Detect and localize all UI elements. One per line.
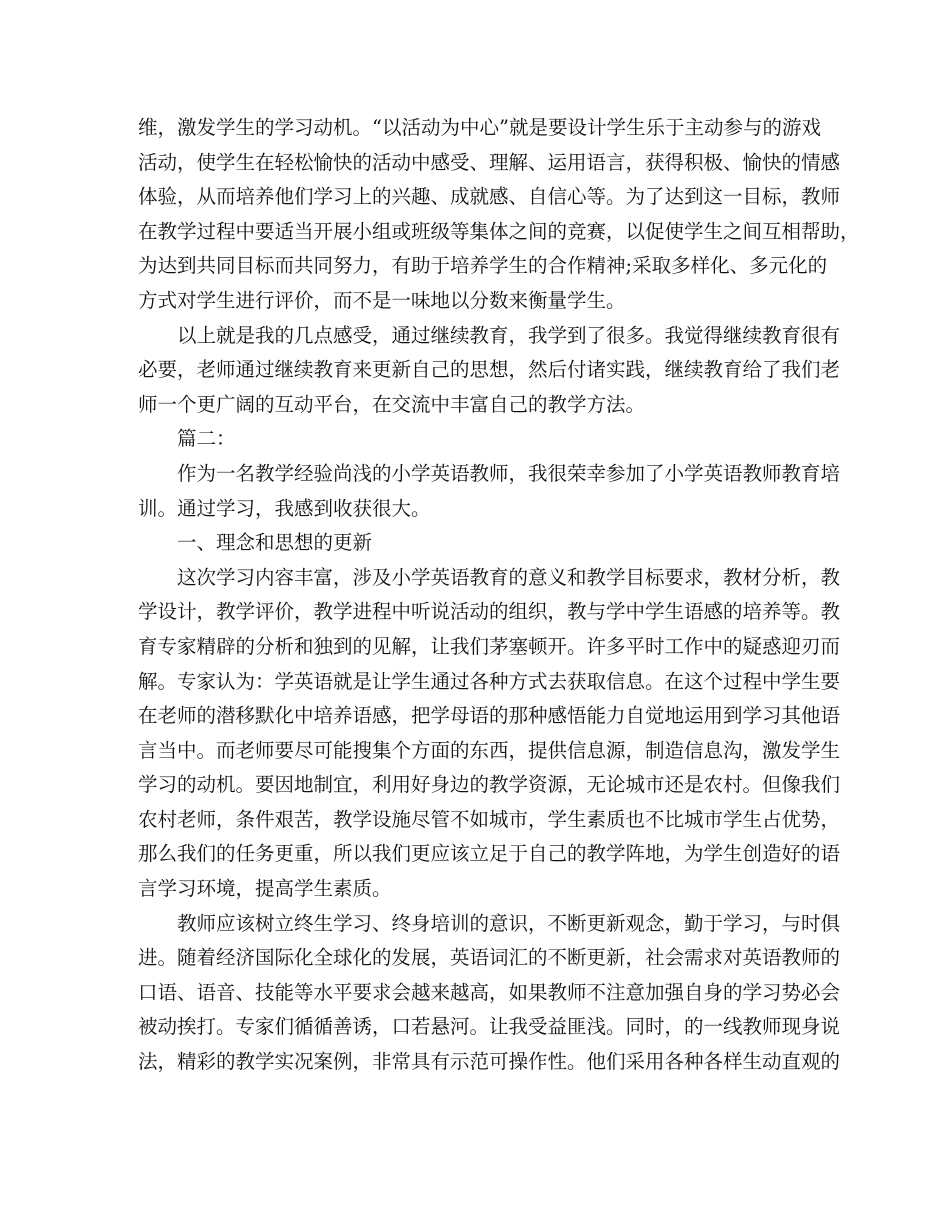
text-line: 训。通过学习，我感到收获很大。 <box>138 496 431 520</box>
text-line: 被动挨打。专家们循循善诱，口若悬河。让我受益匪浅。同时，的一线教师现身说 <box>138 1015 841 1039</box>
document-body <box>138 111 860 1080</box>
text-line: 进。随着经济国际化全球化的发展，英语词汇的不断更新，社会需求对英语教师的 <box>138 946 841 970</box>
text-line: 育专家精辟的分析和独到的见解，让我们茅塞顿开。许多平时工作中的疑惑迎刃而 <box>138 634 841 658</box>
text-line: 言学习环境，提高学生素质。 <box>138 877 392 901</box>
text-line: 在教学过程中要适当开展小组或班级等集体之间的竞赛，以促使学生之间互相帮助， <box>138 219 860 243</box>
text-line: 言当中。而老师要尽可能搜集个方面的东西，提供信息源，制造信息沟，激发学生 <box>138 738 841 762</box>
text-line: 这次学习内容丰富，涉及小学英语教育的意义和教学目标要求，教材分析，教 <box>177 565 841 589</box>
text-line: 体验，从而培养他们学习上的兴趣、成就感、自信心等。为了达到这一目标，教师 <box>138 185 841 209</box>
text-line: 那么我们的任务更重，所以我们更应该立足于自己的教学阵地，为学生创造好的语 <box>138 842 841 866</box>
text-line: 学习的动机。要因地制宜，利用好身边的教学资源，无论城市还是农村。但像我们 <box>138 773 841 797</box>
text-line: 活动，使学生在轻松愉快的活动中感受、理解、运用语言，获得积极、愉快的情感 <box>138 150 841 174</box>
subsection-heading: 一、理念和思想的更新 <box>177 531 373 555</box>
text-line: 为达到共同目标而共同努力，有助于培养学生的合作精神;采取多样化、多元化的 <box>138 254 828 278</box>
text-line: 口语、语音、技能等水平要求会越来越高，如果教师不注意加强自身的学习势必会 <box>138 980 841 1004</box>
text-line: 维，激发学生的学习动机。“以活动为中心”就是要设计学生乐于主动参与的游戏 <box>138 116 821 139</box>
text-line: 必要，老师通过继续教育来更新自己的思想，然后付诸实践，继续教育给了我们老 <box>138 358 841 382</box>
section-heading: 篇二： <box>177 427 236 451</box>
text-line: 解。专家认为：学英语就是让学生通过各种方式去获取信息。在这个过程中学生要 <box>138 669 841 693</box>
text-line: 在老师的潜移默化中培养语感，把学母语的那种感悟能力自觉地运用到学习其他语 <box>138 704 841 728</box>
text-line: 法，精彩的教学实况案例，非常具有示范可操作性。他们采用各种各样生动直观的 <box>138 1050 841 1074</box>
text-line: 方式对学生进行评价，而不是一味地以分数来衡量学生。 <box>138 288 626 312</box>
text-line: 学设计，教学评价，教学进程中听说活动的组织，教与学中学生语感的培养等。教 <box>138 600 841 624</box>
text-line: 教师应该树立终生学习、终身培训的意识，不断更新观念，勤于学习，与时俱 <box>177 911 841 935</box>
text-line: 师一个更广阔的互动平台，在交流中丰富自己的教学方法。 <box>138 392 646 416</box>
text-line: 农村老师，条件艰苦，教学设施尽管不如城市，学生素质也不比城市学生占优势， <box>138 807 841 831</box>
text-line: 以上就是我的几点感受，通过继续教育，我学到了很多。我觉得继续教育很有 <box>177 323 841 347</box>
text-line: 作为一名教学经验尚浅的小学英语教师，我很荣幸参加了小学英语教师教育培 <box>177 461 841 485</box>
